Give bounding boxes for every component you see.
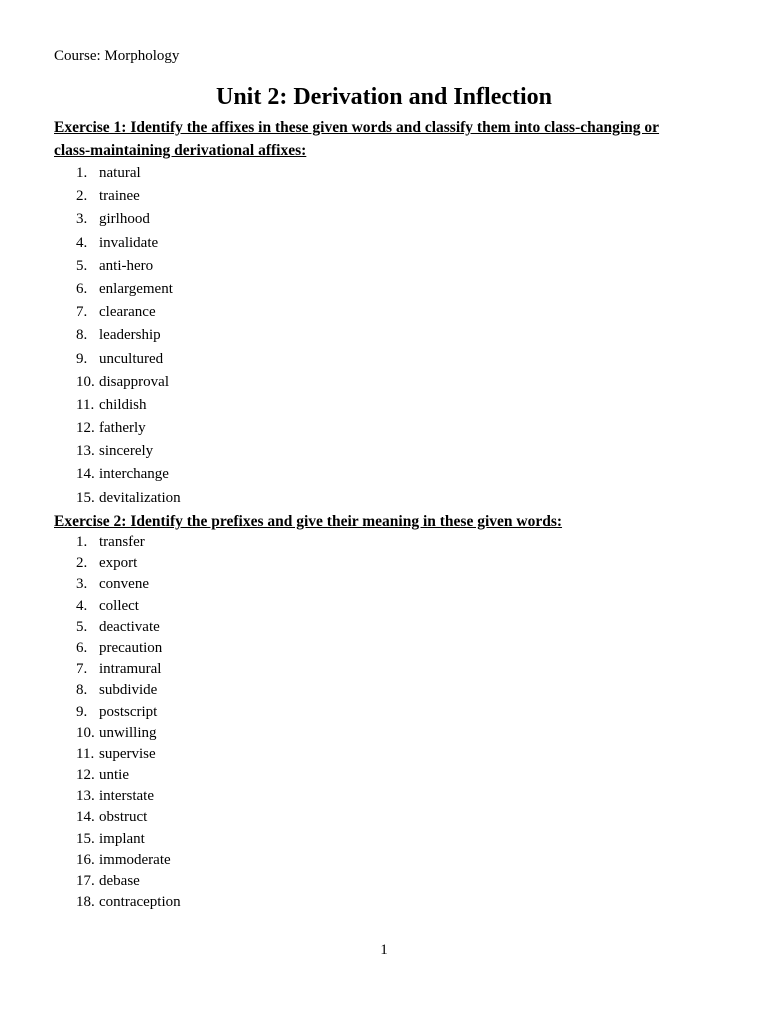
page-number: 1 xyxy=(380,942,388,958)
list-item-number: 17. xyxy=(76,873,95,889)
list-item-word: childish xyxy=(99,396,147,413)
list-item-word: girlhood xyxy=(99,211,150,228)
list-item-number: 7. xyxy=(76,304,88,321)
list-item-word: postscript xyxy=(99,703,158,720)
exercise-1-heading xyxy=(54,116,714,162)
list-item-number: 6. xyxy=(76,280,88,297)
list-item-word: unwilling xyxy=(99,724,157,741)
exercise-2-heading-line: Exercise 2: Identify the prefixes and give their meaning in these given words: xyxy=(54,513,563,530)
list-item-number: 15. xyxy=(76,489,95,506)
list-item-number: 18. xyxy=(76,894,95,911)
list-item-word: transfer xyxy=(99,534,145,550)
list-item-number: 8. xyxy=(76,327,88,344)
list-item-word: immoderate xyxy=(99,851,171,868)
list-item-number: 2. xyxy=(76,555,88,572)
list-item-word: natural xyxy=(99,165,141,181)
list-item-word: deactivate xyxy=(99,618,160,635)
list-item-number: 5. xyxy=(76,257,88,274)
list-item-number: 11. xyxy=(76,396,95,413)
list-item-number: 4. xyxy=(76,597,88,614)
list-item-number: 6. xyxy=(76,639,88,656)
list-item-word: subdivide xyxy=(99,682,158,699)
list-item-word: interchange xyxy=(99,466,169,483)
list-item-number: 2. xyxy=(76,188,88,205)
list-item-word: enlargement xyxy=(99,280,173,297)
list-item-number: 13. xyxy=(76,788,95,805)
list-item-word: sincerely xyxy=(99,443,154,460)
list-item-number: 12. xyxy=(76,420,95,437)
exercise-1-heading-line-2: class-maintaining derivational affixes: xyxy=(54,142,307,159)
list-item-number: 1. xyxy=(76,165,88,181)
list-item-number: 8. xyxy=(76,682,88,699)
exercise-2-heading xyxy=(54,510,714,533)
list-item-number: 1. xyxy=(76,534,88,550)
list-item-word: devitalization xyxy=(99,489,181,506)
exercise-1-heading-line-1: Exercise 1: Identify the affixes in these given words and classify them into class-changing or xyxy=(54,119,660,136)
list-item-word: convene xyxy=(99,576,149,593)
list-item-number: 3. xyxy=(76,576,88,593)
list-item-word: anti-hero xyxy=(99,257,154,274)
list-item-word: export xyxy=(99,555,138,572)
list-item-word: supervise xyxy=(99,745,156,762)
list-item-word: clearance xyxy=(99,304,156,321)
course-label: Course: Morphology xyxy=(54,48,180,64)
list-item-number: 12. xyxy=(76,767,95,784)
list-item-number: 10. xyxy=(76,373,95,390)
list-item-word: uncultured xyxy=(99,350,164,367)
page-title: Unit 2: Derivation and Inflection xyxy=(216,84,552,110)
list-item-number: 14. xyxy=(76,809,95,826)
list-item-number: 14. xyxy=(76,466,95,483)
list-item-word: collect xyxy=(99,597,139,614)
list-item-word: intramural xyxy=(99,661,162,678)
list-item-number: 4. xyxy=(76,234,88,251)
list-item-word: obstruct xyxy=(99,809,148,826)
list-item-word: leadership xyxy=(99,327,161,344)
list-item-word: debase xyxy=(99,873,140,889)
list-item-word: invalidate xyxy=(99,234,159,251)
list-item-number: 10. xyxy=(76,724,95,741)
list-item-number: 9. xyxy=(76,350,88,367)
list-item-number: 13. xyxy=(76,443,95,460)
list-item-word: trainee xyxy=(99,188,140,205)
list-item-word: disapproval xyxy=(99,373,169,390)
list-item-number: 3. xyxy=(76,211,88,228)
list-item-number: 16. xyxy=(76,851,95,868)
list-item-word: precaution xyxy=(99,639,163,656)
list-item-number: 5. xyxy=(76,618,88,635)
list-item-word: untie xyxy=(99,767,129,784)
list-item-word: implant xyxy=(99,830,145,847)
list-item-word: interstate xyxy=(99,788,154,805)
list-item-number: 11. xyxy=(76,745,95,762)
list-item-number: 9. xyxy=(76,703,88,720)
list-item-word: fatherly xyxy=(99,420,146,437)
list-item-word: contraception xyxy=(99,894,181,911)
list-item-number: 7. xyxy=(76,661,88,678)
list-item-number: 15. xyxy=(76,830,95,847)
